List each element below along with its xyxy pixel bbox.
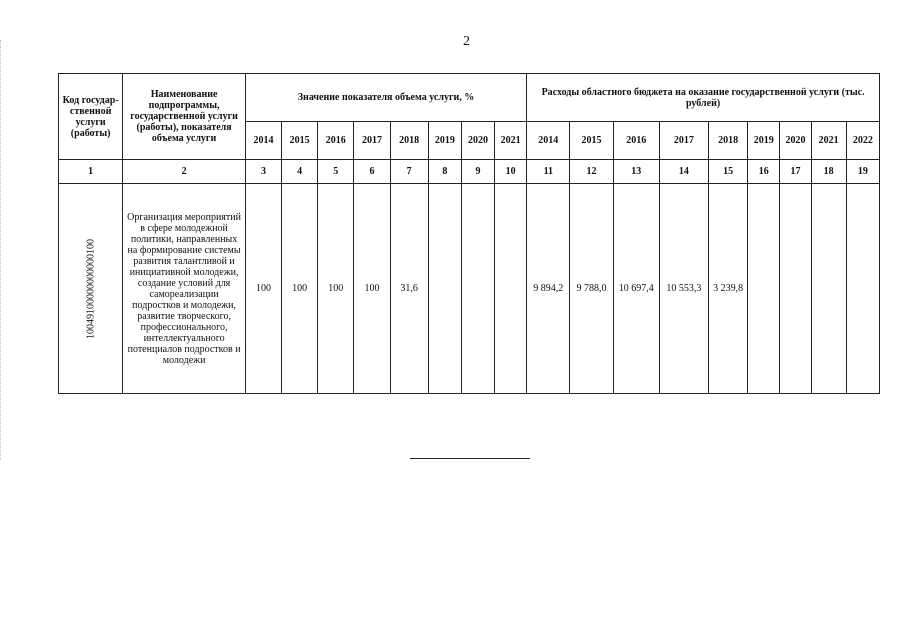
- budget-value: 10 553,3: [659, 184, 708, 394]
- budget-year: 2019: [748, 122, 780, 160]
- column-number: 16: [748, 160, 780, 184]
- column-number: 12: [570, 160, 613, 184]
- service-code: 10049100000000000100: [85, 238, 97, 339]
- volume-year: 2016: [318, 122, 354, 160]
- volume-year: 2017: [354, 122, 390, 160]
- column-number: 11: [527, 160, 570, 184]
- column-number: 17: [780, 160, 811, 184]
- budget-year: 2015: [570, 122, 613, 160]
- volume-year: 2018: [390, 122, 428, 160]
- budget-table: [58, 73, 880, 394]
- budget-year: 2021: [811, 122, 846, 160]
- end-divider: [410, 458, 530, 459]
- budget-value: 10 697,4: [613, 184, 659, 394]
- column-number: 5: [318, 160, 354, 184]
- budget-value: [811, 184, 846, 394]
- volume-value: 31,6: [390, 184, 428, 394]
- budget-year: 2016: [613, 122, 659, 160]
- volume-year: 2020: [461, 122, 494, 160]
- column-number: 15: [709, 160, 748, 184]
- volume-year: 2014: [245, 122, 281, 160]
- volume-value: [495, 184, 527, 394]
- column-number: 3: [245, 160, 281, 184]
- budget-value: 3 239,8: [709, 184, 748, 394]
- budget-year: 2014: [527, 122, 570, 160]
- budget-value: 9 788,0: [570, 184, 613, 394]
- column-number: 13: [613, 160, 659, 184]
- column-number: 18: [811, 160, 846, 184]
- volume-year: 2019: [428, 122, 461, 160]
- budget-value: 9 894,2: [527, 184, 570, 394]
- column-number: 1: [59, 160, 123, 184]
- column-number: 6: [354, 160, 390, 184]
- budget-year: 2020: [780, 122, 811, 160]
- volume-value: [461, 184, 494, 394]
- header-volume-group: Значение показателя объема услуги, %: [245, 74, 526, 122]
- column-number: 2: [123, 160, 246, 184]
- volume-value: 100: [318, 184, 354, 394]
- budget-value: [780, 184, 811, 394]
- header-name: Наименование подпрограммы, государственной услуги (работы), показателя объема услуги: [123, 74, 246, 160]
- volume-value: [428, 184, 461, 394]
- budget-value: [748, 184, 780, 394]
- column-number: 9: [461, 160, 494, 184]
- column-number: 4: [282, 160, 318, 184]
- volume-value: 100: [282, 184, 318, 394]
- column-number: 10: [495, 160, 527, 184]
- header-budget-group: Расходы областного бюджета на оказание государственной услуги (тыс. рублей): [527, 74, 880, 122]
- table-row: [59, 184, 880, 394]
- service-code-cell: [59, 184, 123, 394]
- volume-value: 100: [354, 184, 390, 394]
- volume-year: 2021: [495, 122, 527, 160]
- volume-value: 100: [245, 184, 281, 394]
- column-number: 8: [428, 160, 461, 184]
- page-edge: [0, 40, 1, 460]
- page-number: 2: [463, 34, 470, 49]
- column-number: 14: [659, 160, 708, 184]
- budget-year: 2022: [846, 122, 879, 160]
- column-number: 19: [846, 160, 879, 184]
- header-code: Код государ- ственной услуги (работы): [59, 74, 123, 160]
- budget-value: [846, 184, 879, 394]
- budget-year: 2017: [659, 122, 708, 160]
- column-number: 7: [390, 160, 428, 184]
- service-name: Организация мероприятий в сфере молодежной политики, направленных на формирование системы развития талантливой и инициативной молодежи, создание условий для самореализации подростков и молодежи, развитие творческого, профессионального, интеллектуального потенциалов подростков и молодежи: [123, 184, 246, 394]
- volume-year: 2015: [282, 122, 318, 160]
- budget-year: 2018: [709, 122, 748, 160]
